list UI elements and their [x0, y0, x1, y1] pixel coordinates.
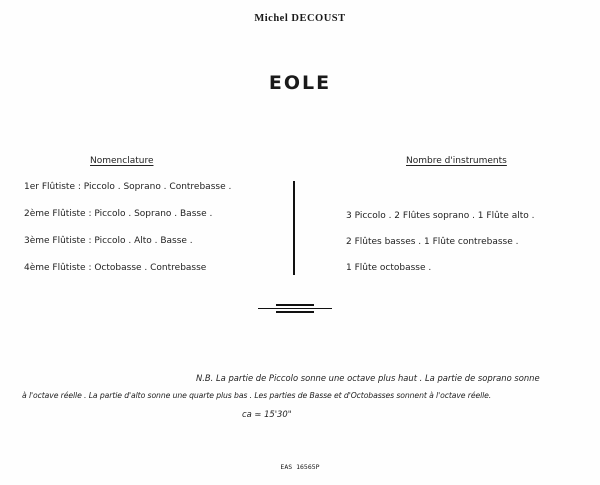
- instruments-item-1: 3 Piccolo . 2 Flûtes soprano . 1 Flûte alto .: [346, 211, 535, 221]
- catalog-number: EAS 16565P: [280, 463, 320, 471]
- nomenclature-item-4: 4ème Flûtiste : Octobasse . Contrebasse: [24, 263, 207, 273]
- nomenclature-heading: Nomenclature: [90, 156, 154, 166]
- separator-line-bottom: [276, 311, 314, 313]
- nomenclature-item-1: 1er Flûtiste : Piccolo . Soprano . Contrebasse .: [24, 182, 232, 192]
- column-divider: [293, 181, 295, 275]
- nomenclature-item-3: 3ème Flûtiste : Piccolo . Alto . Basse .: [24, 236, 193, 246]
- nomenclature-item-2: 2ème Flûtiste : Piccolo . Soprano . Basse .: [24, 209, 213, 219]
- instruments-item-3: 1 Flûte octobasse .: [346, 263, 432, 273]
- separator-line-top: [276, 304, 314, 306]
- page-title: EOLE: [268, 72, 332, 94]
- note-line-1: N.B. La partie de Piccolo sonne une octave plus haut . La partie de soprano sonne: [196, 373, 540, 383]
- duration-note: ca ≃ 15'30": [242, 409, 292, 419]
- instruments-item-2: 2 Flûtes basses . 1 Flûte contrebasse .: [346, 237, 519, 247]
- separator-line-middle: [258, 308, 332, 309]
- note-line-2: à l'octave réelle . La partie d'alto sonne une quarte plus bas . Les parties de Basse et d'Octobasses sonnent à l'octave réelle.: [22, 391, 492, 400]
- instruments-heading: Nombre d'instruments: [406, 156, 507, 166]
- composer-name: Michel DECOUST: [254, 13, 346, 24]
